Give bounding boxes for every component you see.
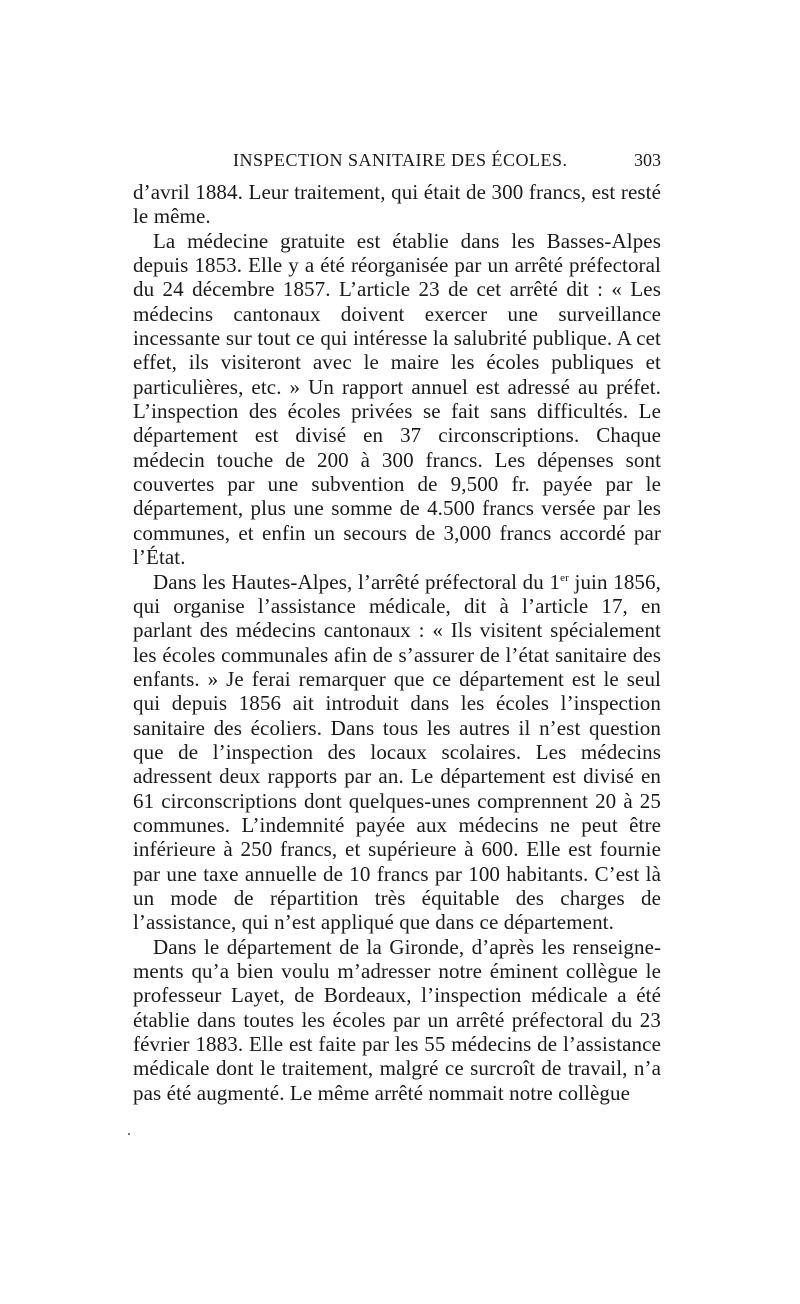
running-title: INSPECTION SANITAIRE DES ÉCOLES.: [233, 150, 568, 170]
running-head: [133, 150, 661, 180]
paper-speck: [128, 1133, 130, 1135]
paragraph-continuation: d’avril 1884. Leur traitement, qui était de 300 francs, est resté le même.: [133, 180, 661, 229]
paragraph-hautes-alpes-start: Dans les Hautes-Alpes, l’arrêté préfectoral du 1: [153, 569, 561, 594]
paragraph-gironde: Dans le département de la Gironde, d’après les renseignements qu’a bien voulu m’adresser notre éminent collègue le professeur Layet, de Bordeaux, l’inspection médicale a été établie dans toutes les écoles par un arrêté préfectoral du 23 février 1883. Elle est faite par les 55 médecins de l’assistance médicale dont le traitement, malgré ce surcroît de travail, n’a pas été augmenté. Le même arrêté nommait notre collègue: [133, 934, 661, 1105]
body-text: [133, 180, 661, 1105]
paragraph-hautes-alpes-rest: juin 1856, qui organise l’assistance médicale, dit à l’article 17, en parlant des médecins cantonaux : « Ils visitent spécialement les écoles communales afin de s’assurer de l’état sanitaire des enfants. » Je ferai remarquer que ce département est le seul qui depuis 1856 ait introduit dans les écoles l’inspection sanitaire des écoliers. Dans tous les autres il n’est question que de l’inspection des locaux scolaires. Les médecins adressent deux rapports par an. Le département est divisé en 61 circonscriptions dont quelques-unes comprennent 20 à 25 communes. L’indemnité payée aux médecins ne peut être inférieure à 250 francs, et supérieure à 600. Elle est fournie par une taxe annuelle de 10 francs par 100 habitants. C’est là un mode de répartition très équitable des charges de l’assistance, qui n’est appliqué que dans ce département.: [133, 569, 661, 935]
superscript-er: er: [560, 571, 569, 584]
paragraph-hautes-alpes: [133, 570, 661, 935]
page-number: 303: [634, 150, 661, 170]
paragraph-basses-alpes: La médecine gratuite est établie dans les Basses-Alpes depuis 1853. Elle y a été réorganisée par un arrêté préfectoral du 24 décembre 1857. L’article 23 de cet arrêté dit : « Les médecins cantonaux doivent exercer une surveillance incessante sur tout ce qui intéresse la salubrité publique. A cet effet, ils visiteront avec le maire les écoles publiques et particulières, etc. » Un rapport annuel est adressé au préfet. L’inspection des écoles privées se fait sans difficultés. Le département est divisé en 37 circonscriptions. Chaque médecin touche de 200 à 300 francs. Les dépenses sont couvertes par une subvention de 9,500 fr. payée par le département, plus une somme de 4.500 francs versée par les communes, et enfin un secours de 3,000 francs accordé par l’État.: [133, 228, 661, 570]
